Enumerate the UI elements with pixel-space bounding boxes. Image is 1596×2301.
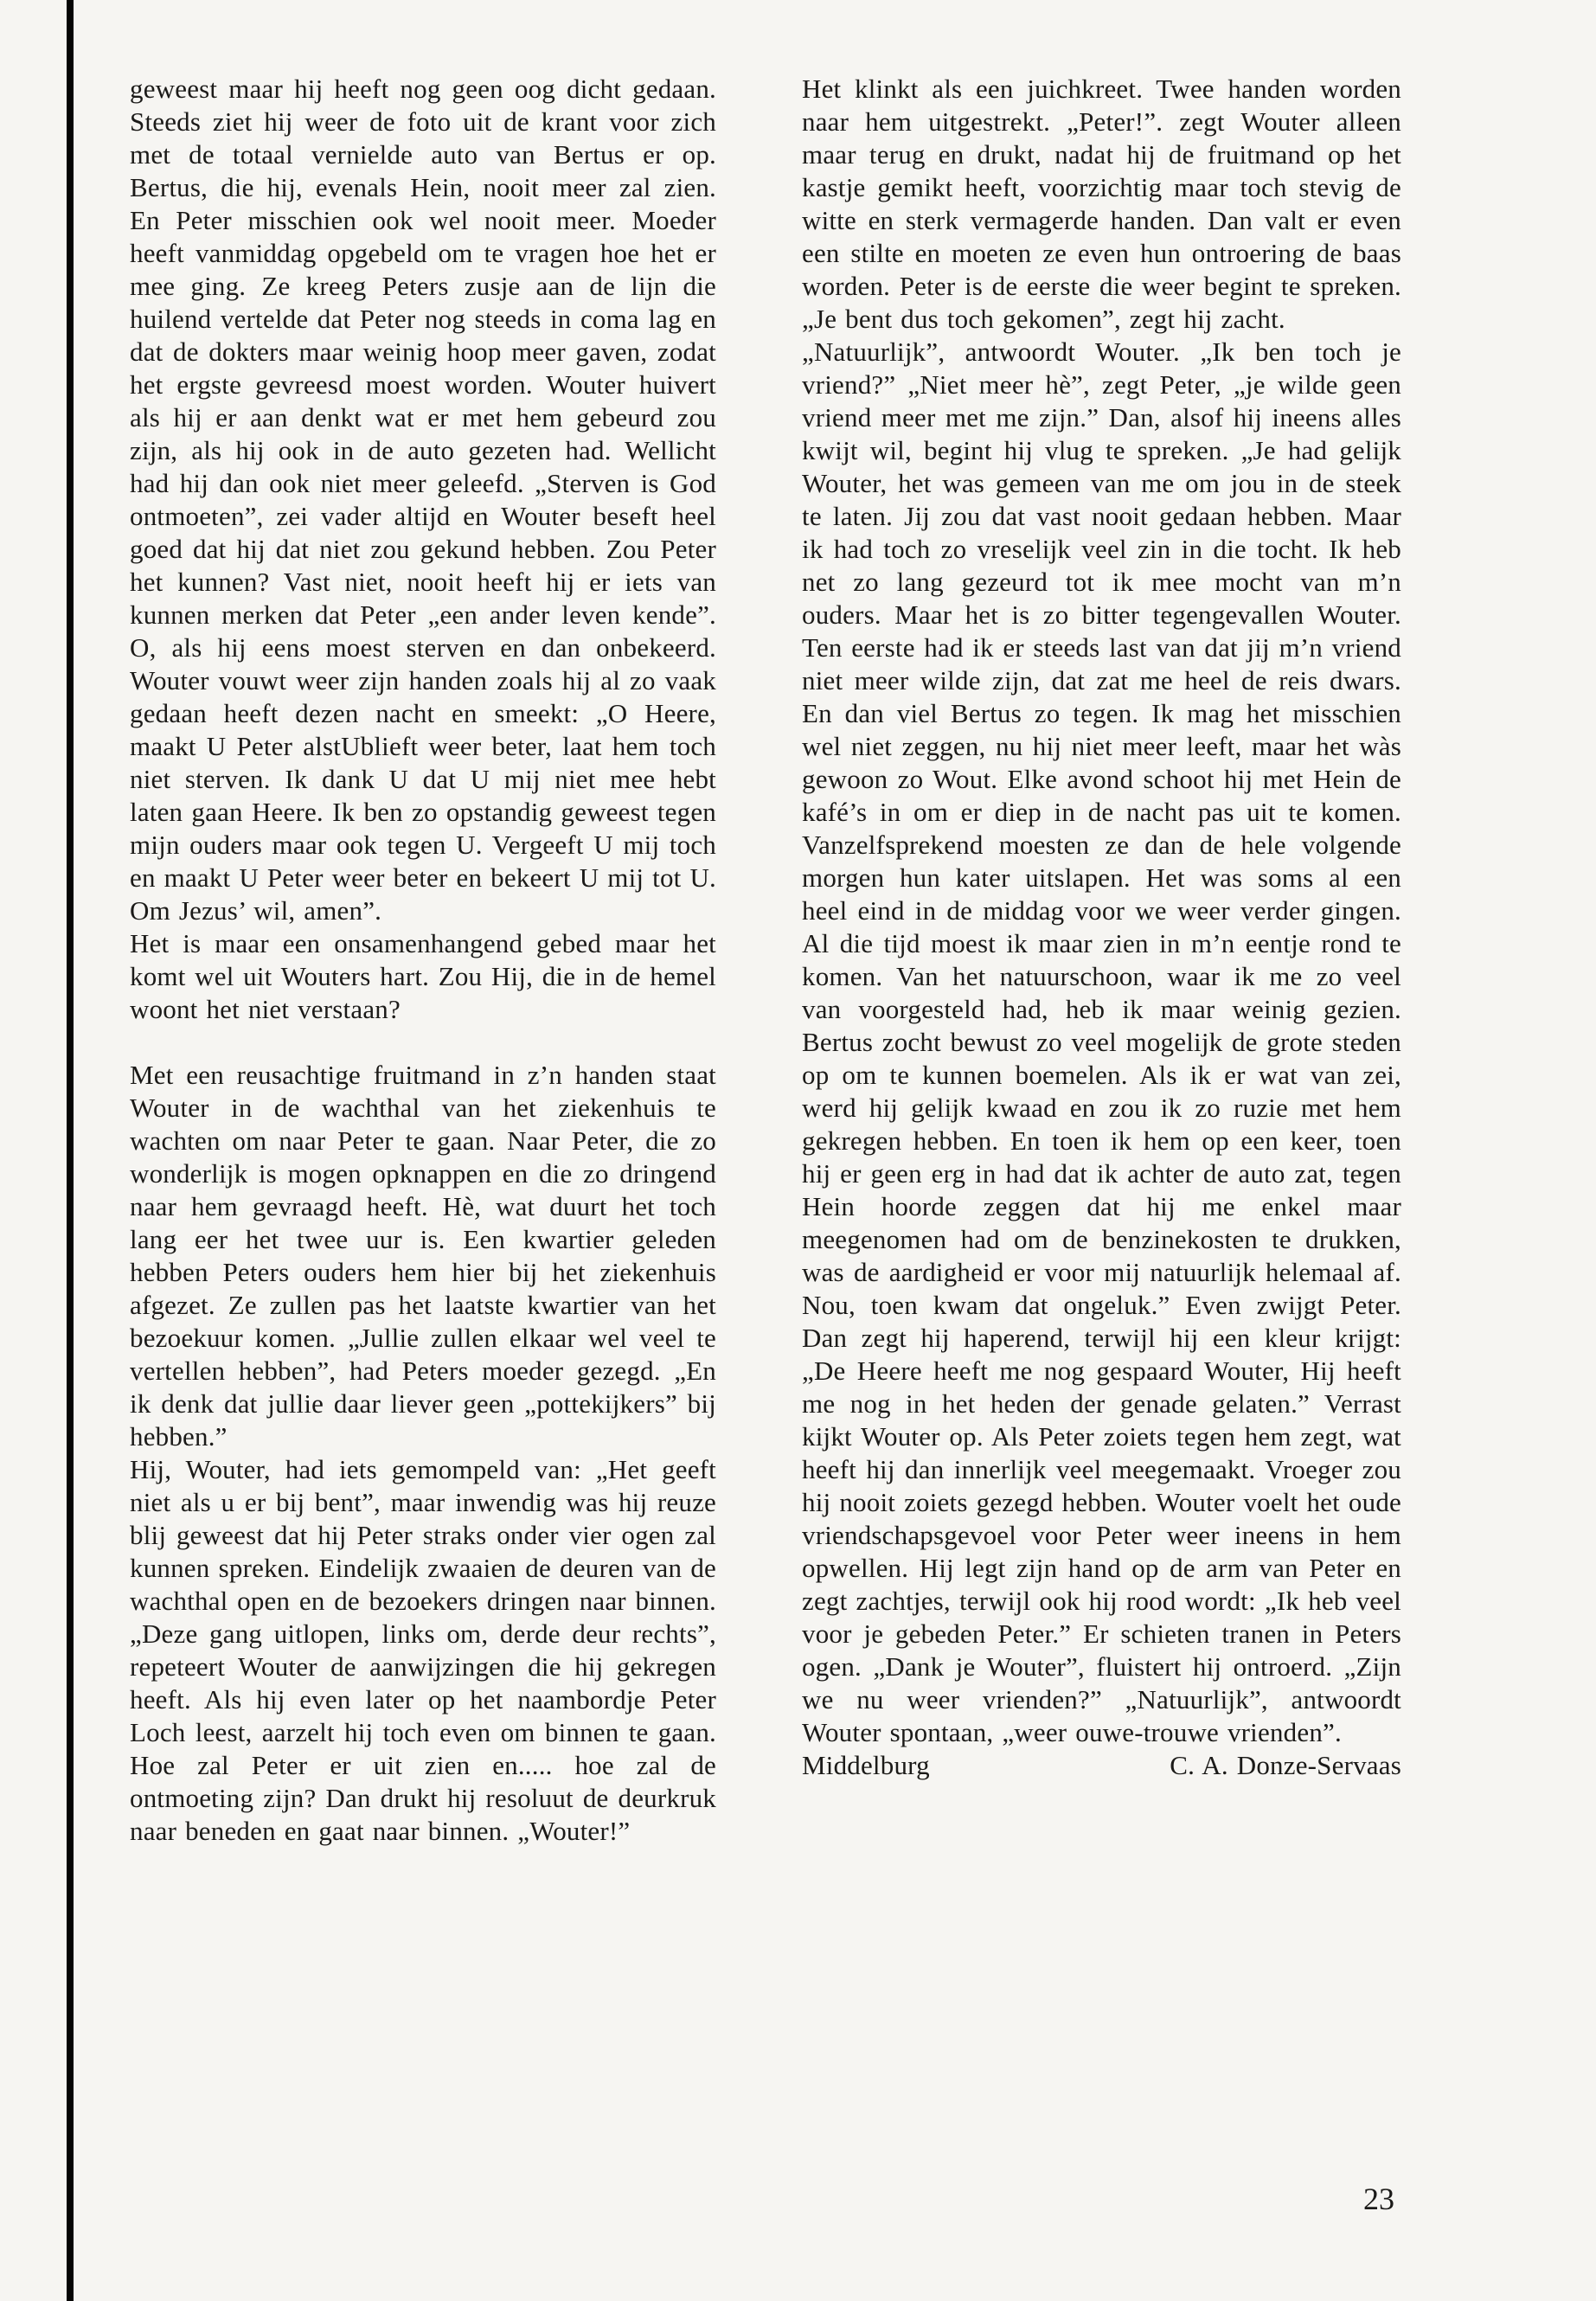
paragraph: geweest maar hij heeft nog geen oog dicht gedaan. Steeds ziet hij weer de foto uit de krant voor zich met de totaal vernielde auto van Bertus er op. Bertus, die hij, evenals Hein, nooit meer zal zien. En Peter misschien ook wel nooit meer. Moeder heeft vanmiddag opgebeld om te vragen hoe het er mee ging. Ze kreeg Peters zusje aan de lijn die huilend vertelde dat Peter nog steeds in coma lag en dat de dokters maar weinig hoop meer gaven, zodat het ergste gevreesd moest worden. Wouter huivert als hij er aan denkt wat er met hem gebeurd zou zijn, als hij ook in de auto gezeten had. Wellicht had hij dan ook niet meer geleefd. „Sterven is God ontmoeten”, zei vader altijd en Wouter beseft heel goed dat hij dat niet zou gekund hebben. Zou Peter het kunnen? Vast niet, nooit heeft hij er iets van kunnen merken dat Peter „een ander leven kende”. O, als hij eens moest sterven en dan onbekeerd. Wouter vouwt weer zijn handen zoals hij al zo vaak gedaan heeft dezen nacht en smeekt: „O Heere, maakt U Peter alstUblieft weer beter, laat hem toch niet sterven. Ik dank U dat U mij niet mee hebt laten gaan Heere. Ik ben zo opstandig geweest tegen mijn ouders maar ook tegen U. Vergeeft U mij toch en maakt U Peter weer beter en bekeert U mij tot U. Om Jezus’ wil, amen”. (130, 74, 716, 926)
signature-line (802, 1749, 1401, 1782)
paragraph: Hij, Wouter, had iets gemompeld van: „Het geeft niet als u er bij bent”, maar inwendig was hij reuze blij geweest dat hij Peter straks onder vier ogen zal kunnen spreken. Eindelijk zwaaien de deuren van de wachthal open en de bezoekers dringen naar binnen. „Deze gang uitlopen, links om, derde deur rechts”, repeteert Wouter de aanwijzingen die hij gekregen heeft. Als hij even later op het naambordje Peter Loch leest, aarzelt hij toch even om binnen te gaan. Hoe zal Peter er uit zien en..... hoe zal de ontmoeting zijn? Dan drukt hij resoluut de deurkruk naar beneden en gaat naar binnen. „Wouter!” (130, 1454, 716, 1846)
paragraph: Het klinkt als een juichkreet. Twee handen worden naar hem uitgestrekt. „Peter!”. zegt Wouter alleen maar terug en drukt, nadat hij de fruitmand op het kastje gemikt heeft, voorzichtig maar toch stevig de witte en sterk vermagerde handen. Dan valt er even een stilte en moeten ze even hun ontroering de baas worden. Peter is de eerste die weer begint te spreken. „Je bent dus toch gekomen”, zegt hij zacht. (802, 74, 1401, 334)
paragraph: „Natuurlijk”, antwoordt Wouter. „Ik ben toch je vriend?” „Niet meer hè”, zegt Peter, „je wilde geen vriend meer met me zijn.” Dan, alsof hij ineens alles kwijt wil, begint hij vlug te spreken. „Je had gelijk Wouter, het was gemeen van me om jou in de steek te laten. Jij zou dat vast nooit gedaan hebben. Maar ik had toch zo vreselijk veel zin in die tocht. Ik heb net zo lang gezeurd tot ik mee mocht van m’n ouders. Maar het is zo bitter tegengevallen Wouter. Ten eerste had ik er steeds last van dat jij m’n vriend niet meer wilde zijn, dat zat me heel de reis dwars. En dan viel Bertus zo tegen. Ik mag het misschien wel niet zeggen, nu hij niet meer leeft, maar het wàs gewoon zo Wout. Elke avond schoot hij met Hein de kafé’s in om er diep in de nacht pas uit te komen. Vanzelfsprekend moesten ze dan de hele volgende morgen hun kater uitslapen. Het was soms al een heel eind in de middag voor we weer verder gingen. Al die tijd moest ik maar zien in m’n eentje rond te komen. Van het natuurschoon, waar ik me zo veel van voorgesteld had, heb ik maar weinig gezien. Bertus zocht bewust zo veel mogelijk de grote steden op om te kunnen boemelen. Als ik er wat van zei, werd hij gelijk kwaad en zou ik zo ruzie met hem gekregen hebben. En toen ik hem op een keer, toen hij er geen erg in had dat ik achter de auto zat, tegen Hein hoorde zeggen dat hij me enkel maar meegenomen had om de benzinekosten te drukken, was de aardigheid er voor mij natuurlijk helemaal af. Nou, toen kwam dat ongeluk.” Even zwijgt Peter. Dan zegt hij haperend, terwijl hij een kleur krijgt: „De Heere heeft me nog gespaard Wouter, Hij heeft me nog in het heden der genade gelaten.” Verrast kijkt Wouter op. Als Peter zoiets tegen hem zegt, wat heeft hij dan innerlijk veel meegemaakt. Vroeger zou hij nooit zoiets gezegd hebben. Wouter voelt het oude vriendschapsgevoel voor Peter weer ineens in hem opwellen. Hij legt zijn hand op de arm van Peter en zegt zachtjes, terwijl ook hij rood wordt: „Ik heb veel voor je gebeden Peter.” Er schieten tranen in Peters ogen. „Dank je Wouter”, fluistert hij ontroerd. „Zijn we nu weer vrienden?” „Natuurlijk”, antwoordt Wouter spontaan, „weer ouwe-trouwe vrienden”. (802, 336, 1401, 1747)
right-column (802, 73, 1401, 1782)
binding-edge-bar (67, 0, 74, 2301)
signature-author: C. A. Donze-Servaas (1170, 1750, 1401, 1780)
signature-place: Middelburg (802, 1750, 930, 1780)
paragraph: Met een reusachtige fruitmand in z’n handen staat Wouter in de wachthal van het ziekenhuis te wachten om naar Peter te gaan. Naar Peter, die zo wonderlijk is mogen opknappen en die zo dringend naar hem gevraagd heeft. Hè, wat duurt het toch lang eer het twee uur is. Een kwartier geleden hebben Peters ouders hem hier bij het ziekenhuis afgezet. Ze zullen pas het laatste kwartier van het bezoekuur komen. „Jullie zullen elkaar wel veel te vertellen hebben”, had Peters moeder gezegd. „En ik denk dat jullie daar liever geen „pottekijkers” bij hebben.” (130, 1060, 716, 1452)
left-column (130, 73, 716, 1848)
paragraph: Het is maar een onsamenhangend gebed maar het komt wel uit Wouters hart. Zou Hij, die in de hemel woont het niet verstaan? (130, 928, 716, 1024)
page-number: 23 (1363, 2182, 1394, 2216)
